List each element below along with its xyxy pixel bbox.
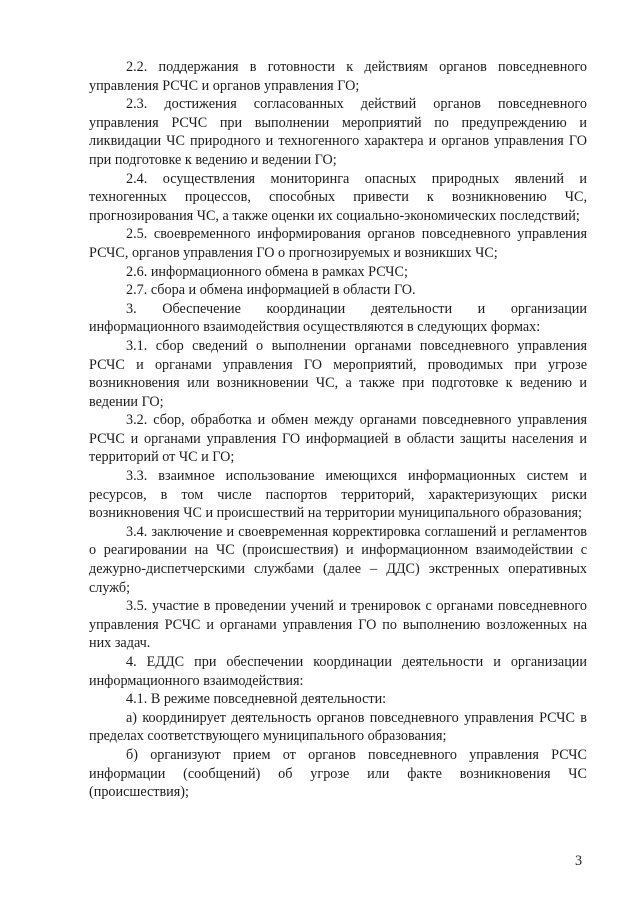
page-number: 3 [575,853,583,869]
paragraph-2-6: 2.6. информационного обмена в рамках РСЧС; [126,263,408,280]
paragraph-4: 4. ЕДДС при обеспечении координации деятельности и организации информационного взаимодействия: [89,654,587,689]
paragraph-3-1: 3.1. сбор сведений о выполнении органами повседневного управления РСЧС и органами управления ГО мероприятий, проводимых при угрозе возникновения или возникновении ЧС, а также при подготовке к ведению и ведении ГО; [89,337,587,410]
paragraph-3-5: 3.5. участие в проведении учений и тренировок с органами повседневного управления РСЧС и органами управления ГО по выполнению возложенных на них задач. [89,598,587,652]
paragraph-2-7: 2.7. сбора и обмена информацией в области ГО. [126,282,416,299]
paragraph-3: 3. Обеспечение координации деятельности и организации информационного взаимодействия осуществляются в следующих формах: [89,300,587,336]
paragraph-3-4: 3.4. заключение и своевременная корректировка соглашений и регламентов о реагировании на ЧС (происшествия) и информационном взаимодействии с дежурно-диспетчерскими службами (далее – ДДС) экстренных оперативных служб; [89,523,587,596]
paragraph-4-1: 4.1. В режиме повседневной деятельности: [126,691,387,708]
paragraph-3-3: 3.3. взаимное использование имеющихся информационных систем и ресурсов, в том числе паспортов территорий, характеризующих риски возникновения ЧС и происшествий на территории муниципального образования; [89,468,587,522]
document-body [89,58,587,802]
paragraph-3-2: 3.2. сбор, обработка и обмен между органами повседневного управления РСЧС и органами управления ГО информацией в области защиты населения и территорий от ЧС и ГО; [89,412,587,466]
paragraph-4-1-a: а) координирует деятельность органов повседневного управления РСЧС в пределах соответствующего муниципального образования; [89,709,587,745]
paragraph-2-2: 2.2. поддержания в готовности к действиям органов повседневного управления РСЧС и органов управления ГО; [89,59,587,94]
paragraph-4-1-b: б) организуют прием от органов повседневного управления РСЧС информации (сообщений) об угрозе или факте возникновения ЧС (происшествия); [89,746,587,801]
paragraph-2-4: 2.4. осуществления мониторинга опасных природных явлений и техногенных процессов, способных привести к возникновению ЧС, прогнозирования ЧС, а также оценки их социально-экономических последствий; [89,170,587,224]
paragraph-2-3: 2.3. достижения согласованных действий органов повседневного управления РСЧС при выполнении мероприятий по предупреждению и ликвидации ЧС природного и техногенного характера и органов управления ГО при подготовке к ведению и ведении ГО; [89,96,587,168]
paragraph-2-5: 2.5. своевременного информирования органов повседневного управления РСЧС, органов управления ГО о прогнозируемых и возникших ЧС; [89,226,587,261]
